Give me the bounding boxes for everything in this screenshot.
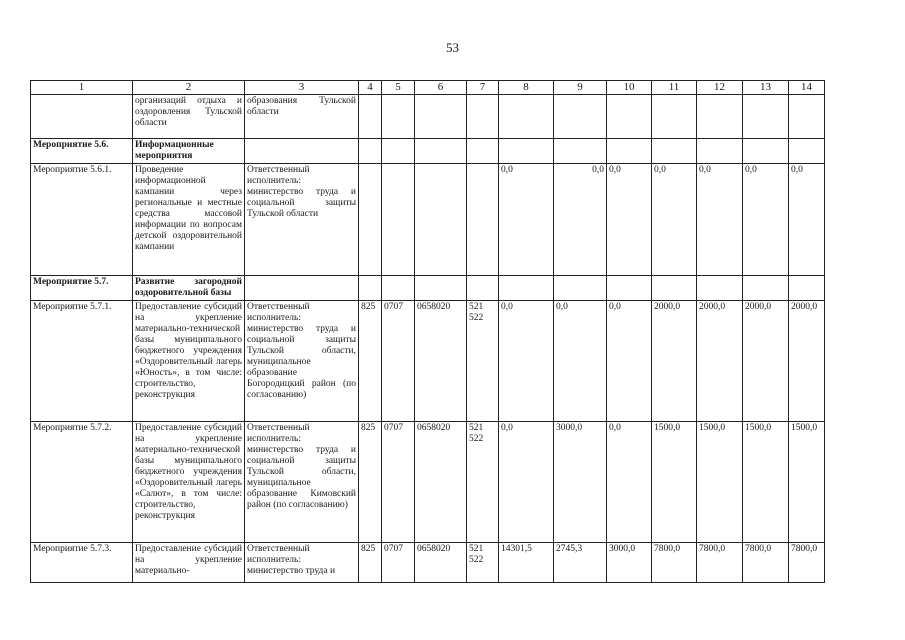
expense-type-cell xyxy=(467,301,499,422)
amount-cell xyxy=(652,139,697,164)
amount-cell xyxy=(743,276,789,301)
measure-id-cell: Мероприятие 5.6. xyxy=(31,139,133,164)
table-row xyxy=(31,422,825,543)
amount-cell: 1500,0 xyxy=(652,422,697,543)
table-row xyxy=(31,95,825,139)
amount-cell xyxy=(554,139,607,164)
executor-cell: Ответственный исполнитель: министерство труда и xyxy=(245,543,359,583)
measure-id-cell: Мероприятие 5.6.1. xyxy=(31,164,133,276)
amount-cell: 2000,0 xyxy=(652,301,697,422)
section-code-cell xyxy=(382,164,415,276)
section-code-cell: 0707 xyxy=(382,301,415,422)
amount-cell xyxy=(607,95,652,139)
expense-type-code: 521 xyxy=(469,302,484,312)
column-header: 9 xyxy=(554,81,607,95)
executor-cell: Ответственный исполнитель: министерство труда и социальной защиты Тульской области, муниципальное образование Богородицкий район (по согласованию) xyxy=(245,301,359,422)
column-header: 5 xyxy=(382,81,415,95)
measure-id-cell: Мероприятие 5.7.3. xyxy=(31,543,133,583)
expense-type-cell xyxy=(467,422,499,543)
amount-cell: 0,0 xyxy=(499,422,554,543)
section-code-cell xyxy=(382,276,415,301)
measure-id-cell: Мероприятие 5.7.2. xyxy=(31,422,133,543)
target-code-cell xyxy=(415,164,467,276)
amount-cell xyxy=(652,276,697,301)
column-header: 1 xyxy=(31,81,133,95)
amount-cell xyxy=(789,95,825,139)
expense-type-cell xyxy=(467,139,499,164)
target-code-cell: 0658020 xyxy=(415,301,467,422)
section-code-cell xyxy=(382,139,415,164)
column-header: 11 xyxy=(652,81,697,95)
measure-name-cell: Предоставление субсидий на укрепление материально- xyxy=(133,543,245,583)
amount-cell xyxy=(697,95,743,139)
column-header: 7 xyxy=(467,81,499,95)
column-header: 14 xyxy=(789,81,825,95)
amount-cell: 0,0 xyxy=(607,301,652,422)
amount-cell: 0,0 xyxy=(743,164,789,276)
amount-cell: 7800,0 xyxy=(652,543,697,583)
expense-type-cell xyxy=(467,164,499,276)
amount-cell xyxy=(554,276,607,301)
page-number: 53 xyxy=(446,40,459,55)
measure-id-cell xyxy=(31,95,133,139)
expense-type-cell xyxy=(467,95,499,139)
expense-type-code: 522 xyxy=(469,313,484,323)
code-cell xyxy=(359,276,382,301)
amount-cell xyxy=(697,139,743,164)
table-row xyxy=(31,164,825,276)
measure-name-cell: Информационные мероприятия xyxy=(133,139,245,164)
amount-cell xyxy=(743,139,789,164)
budget-table xyxy=(30,80,825,583)
section-code-cell: 0707 xyxy=(382,543,415,583)
executor-cell xyxy=(245,276,359,301)
target-code-cell xyxy=(415,139,467,164)
amount-cell: 7800,0 xyxy=(743,543,789,583)
code-cell xyxy=(359,139,382,164)
amount-cell xyxy=(499,276,554,301)
measure-name-cell: Проведение информационной кампании через региональные и местные средства массовой информации по вопросам детской оздоровительной кампании xyxy=(133,164,245,276)
column-header: 10 xyxy=(607,81,652,95)
column-header: 2 xyxy=(133,81,245,95)
amount-cell: 2000,0 xyxy=(697,301,743,422)
expense-type-code: 522 xyxy=(469,555,484,565)
amount-cell xyxy=(607,139,652,164)
amount-cell xyxy=(652,95,697,139)
table-row xyxy=(31,276,825,301)
amount-cell: 14301,5 xyxy=(499,543,554,583)
amount-cell: 0,0 xyxy=(652,164,697,276)
target-code-cell: 0658020 xyxy=(415,422,467,543)
code-cell: 825 xyxy=(359,422,382,543)
amount-cell xyxy=(789,139,825,164)
measure-name-cell: Предоставление субсидий на укрепление материально-технической базы муниципального бюджетного учреждения «Оздоровительный лагерь «Салют», в том числе: строительство, реконструкция xyxy=(133,422,245,543)
table-row xyxy=(31,301,825,422)
amount-cell: 0,0 xyxy=(607,164,652,276)
measure-id-cell: Мероприятие 5.7. xyxy=(31,276,133,301)
amount-cell: 7800,0 xyxy=(789,543,825,583)
amount-cell: 3000,0 xyxy=(607,543,652,583)
amount-cell: 2000,0 xyxy=(789,301,825,422)
amount-cell xyxy=(607,276,652,301)
amount-cell: 1500,0 xyxy=(697,422,743,543)
target-code-cell xyxy=(415,95,467,139)
amount-cell: 1500,0 xyxy=(743,422,789,543)
measure-name-cell: организаций отдыха и оздоровления Тульской области xyxy=(133,95,245,139)
executor-cell xyxy=(245,139,359,164)
amount-cell: 2000,0 xyxy=(743,301,789,422)
measure-id-cell: Мероприятие 5.7.1. xyxy=(31,301,133,422)
amount-cell: 7800,0 xyxy=(697,543,743,583)
header-row xyxy=(31,81,825,95)
amount-cell xyxy=(697,276,743,301)
expense-type-code: 521 xyxy=(469,544,484,554)
amount-cell: 0,0 xyxy=(607,422,652,543)
amount-cell xyxy=(743,95,789,139)
table-row xyxy=(31,543,825,583)
column-header: 4 xyxy=(359,81,382,95)
executor-cell: Ответственный исполнитель: министерство труда и социальной защиты Тульской области, муниципальное образование Кимовский район (по согласованию) xyxy=(245,422,359,543)
amount-cell: 0,0 xyxy=(697,164,743,276)
code-cell: 825 xyxy=(359,543,382,583)
section-code-cell: 0707 xyxy=(382,422,415,543)
executor-cell: Ответственный исполнитель: министерство труда и социальной защиты Тульской области xyxy=(245,164,359,276)
column-header: 6 xyxy=(415,81,467,95)
amount-cell xyxy=(499,95,554,139)
amount-cell xyxy=(499,139,554,164)
target-code-cell: 0658020 xyxy=(415,543,467,583)
column-header: 8 xyxy=(499,81,554,95)
amount-cell xyxy=(789,276,825,301)
target-code-cell xyxy=(415,276,467,301)
amount-cell: 0,0 xyxy=(499,164,554,276)
expense-type-code: 521 xyxy=(469,423,484,433)
section-code-cell xyxy=(382,95,415,139)
code-cell xyxy=(359,164,382,276)
expense-type-cell xyxy=(467,276,499,301)
column-header: 3 xyxy=(245,81,359,95)
column-header: 13 xyxy=(743,81,789,95)
amount-cell: 3000,0 xyxy=(554,422,607,543)
amount-cell: 0,0 xyxy=(554,164,607,276)
code-cell xyxy=(359,95,382,139)
code-cell: 825 xyxy=(359,301,382,422)
amount-cell: 0,0 xyxy=(554,301,607,422)
table-row xyxy=(31,139,825,164)
column-header: 12 xyxy=(697,81,743,95)
measure-name-cell: Предоставление субсидий на укрепление материально-технической базы муниципального бюджетного учреждения «Оздоровительный лагерь «Юность», в том числе: строительство, реконструкция xyxy=(133,301,245,422)
amount-cell: 0,0 xyxy=(789,164,825,276)
expense-type-cell xyxy=(467,543,499,583)
expense-type-code: 522 xyxy=(469,434,484,444)
amount-cell: 1500,0 xyxy=(789,422,825,543)
executor-cell: образования Тульской области xyxy=(245,95,359,139)
amount-cell: 2745,3 xyxy=(554,543,607,583)
amount-cell xyxy=(554,95,607,139)
amount-cell: 0,0 xyxy=(499,301,554,422)
measure-name-cell: Развитие загородной оздоровительной базы xyxy=(133,276,245,301)
